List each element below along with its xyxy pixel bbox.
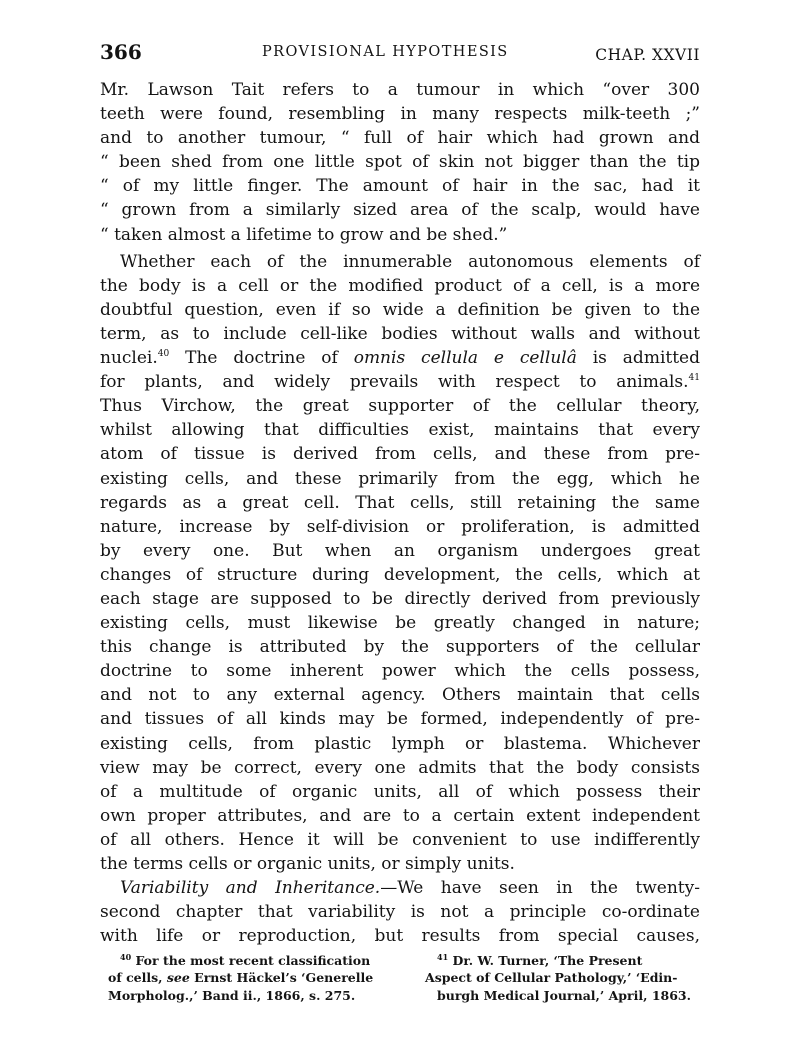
footnote-marker: 40 <box>120 952 132 962</box>
text-line: nature, increase by self-division or proliferation, is admitted <box>100 516 700 537</box>
text-line: existing cells, and these primarily from the egg, which he <box>100 468 700 489</box>
text-fragment: Dr. W. Turner, ‘The Present <box>448 953 643 968</box>
text-line <box>100 370 700 394</box>
footnote-line: Aspect of Cellular Pathology,’ ‘Edin- <box>425 970 678 986</box>
body-text <box>100 78 700 948</box>
text-line: term, as to include cell-like bodies without walls and without <box>100 323 700 344</box>
text-line: with life or reproduction, but results from special causes, <box>100 926 700 947</box>
text-line: the body is a cell or the modified product of a cell, is a more <box>100 275 700 296</box>
text-line: existing cells, must likewise be greatly changed in nature; <box>100 613 700 634</box>
page-header <box>100 40 700 70</box>
text-fragment: is admitted <box>576 348 700 369</box>
footnote-40 <box>108 952 396 1004</box>
text-fragment: see <box>166 970 190 986</box>
footnote-ref-41[interactable]: 41 <box>688 373 700 384</box>
text-fragment: nuclei. <box>100 348 158 369</box>
text-fragment: —We have seen in the twenty- <box>380 878 700 899</box>
text-line: doctrine to some inherent power which the cells possess, <box>100 661 700 682</box>
section-heading: Variability and Inheritance. <box>120 878 381 899</box>
text-line: Thus Virchow, the great supporter of the cellular theory, <box>100 396 700 417</box>
running-title: PROVISIONAL HYPOTHESIS <box>262 44 509 60</box>
text-line: of all others. Hence it will be convenient to use indifferently <box>100 829 700 850</box>
text-fragment: for plants, and widely prevails with respect to animals. <box>100 372 689 393</box>
text-fragment: For the most recent classification <box>131 953 371 968</box>
paragraph-1 <box>100 78 700 247</box>
footnote-marker: 41 <box>437 952 449 962</box>
footnote-line: burgh Medical Journal,’ April, 1863. <box>437 987 691 1003</box>
text-line: and to another tumour, “ full of hair which had grown and <box>100 128 700 149</box>
text-line: “ grown from a similarly sized area of the scalp, would have <box>100 200 700 221</box>
text-line: Mr. Lawson Tait refers to a tumour in which “over 300 <box>100 80 700 100</box>
text-line: view may be correct, every one admits that the body consists <box>100 757 700 778</box>
text-line: whilst allowing that difficulties exist, maintains that every <box>100 420 700 441</box>
text-line: and tissues of all kinds may be formed, independently of pre- <box>100 709 700 730</box>
paragraph-2 <box>100 250 700 876</box>
footnote-line <box>425 952 697 969</box>
paragraph-3 <box>100 876 700 948</box>
text-line <box>100 346 700 370</box>
text-line: atom of tissue is derived from cells, and these from pre- <box>100 444 700 465</box>
footnote-41 <box>425 952 697 1004</box>
text-line: of a multitude of organic units, all of which possess their <box>100 781 700 802</box>
text-line: each stage are supposed to be directly derived from previously <box>100 588 700 609</box>
text-line: changes of structure during development, the cells, which at <box>100 564 700 585</box>
text-line: second chapter that variability is not a principle co-ordinate <box>100 902 700 923</box>
text-line: own proper attributes, and are to a certain extent independent <box>100 805 700 826</box>
page-number: 366 <box>100 40 142 64</box>
text-line: this change is attributed by the supporters of the cellular <box>100 637 700 658</box>
latin-phrase: omnis cellula e cellulâ <box>353 348 577 369</box>
text-line: “ been shed from one little spot of skin not bigger than the tip <box>100 152 700 173</box>
text-line: doubtful question, even if so wide a definition be given to the <box>100 299 700 320</box>
text-line: and not to any external agency. Others maintain that cells <box>100 685 700 706</box>
text-line: Whether each of the innumerable autonomous elements of <box>120 251 700 272</box>
text-line <box>100 876 700 900</box>
chapter-label: CHAP. XXVII <box>595 46 700 64</box>
text-fragment: of cells, <box>108 970 167 986</box>
text-line: by every one. But when an organism undergoes great <box>100 540 700 561</box>
text-fragment: The doctrine of <box>169 348 354 369</box>
footnote-line <box>108 952 396 969</box>
text-line: “ taken almost a lifetime to grow and be shed.” <box>100 224 508 245</box>
text-line: teeth were found, resembling in many respects milk-teeth ;” <box>100 104 700 125</box>
text-fragment: Ernst Häckel’s ‘Generelle <box>189 970 374 986</box>
footnote-line: Morpholog.,’ Band ii., 1866, s. 275. <box>108 987 356 1003</box>
text-line: “ of my little finger. The amount of hair in the sac, had it <box>100 176 700 197</box>
footnote-ref-40[interactable]: 40 <box>157 349 170 360</box>
text-line: the terms cells or organic units, or simply units. <box>100 854 515 874</box>
text-line: regards as a great cell. That cells, still retaining the same <box>100 492 700 513</box>
text-line: existing cells, from plastic lymph or blastema. Whichever <box>100 733 700 754</box>
footnote-line <box>108 969 396 986</box>
